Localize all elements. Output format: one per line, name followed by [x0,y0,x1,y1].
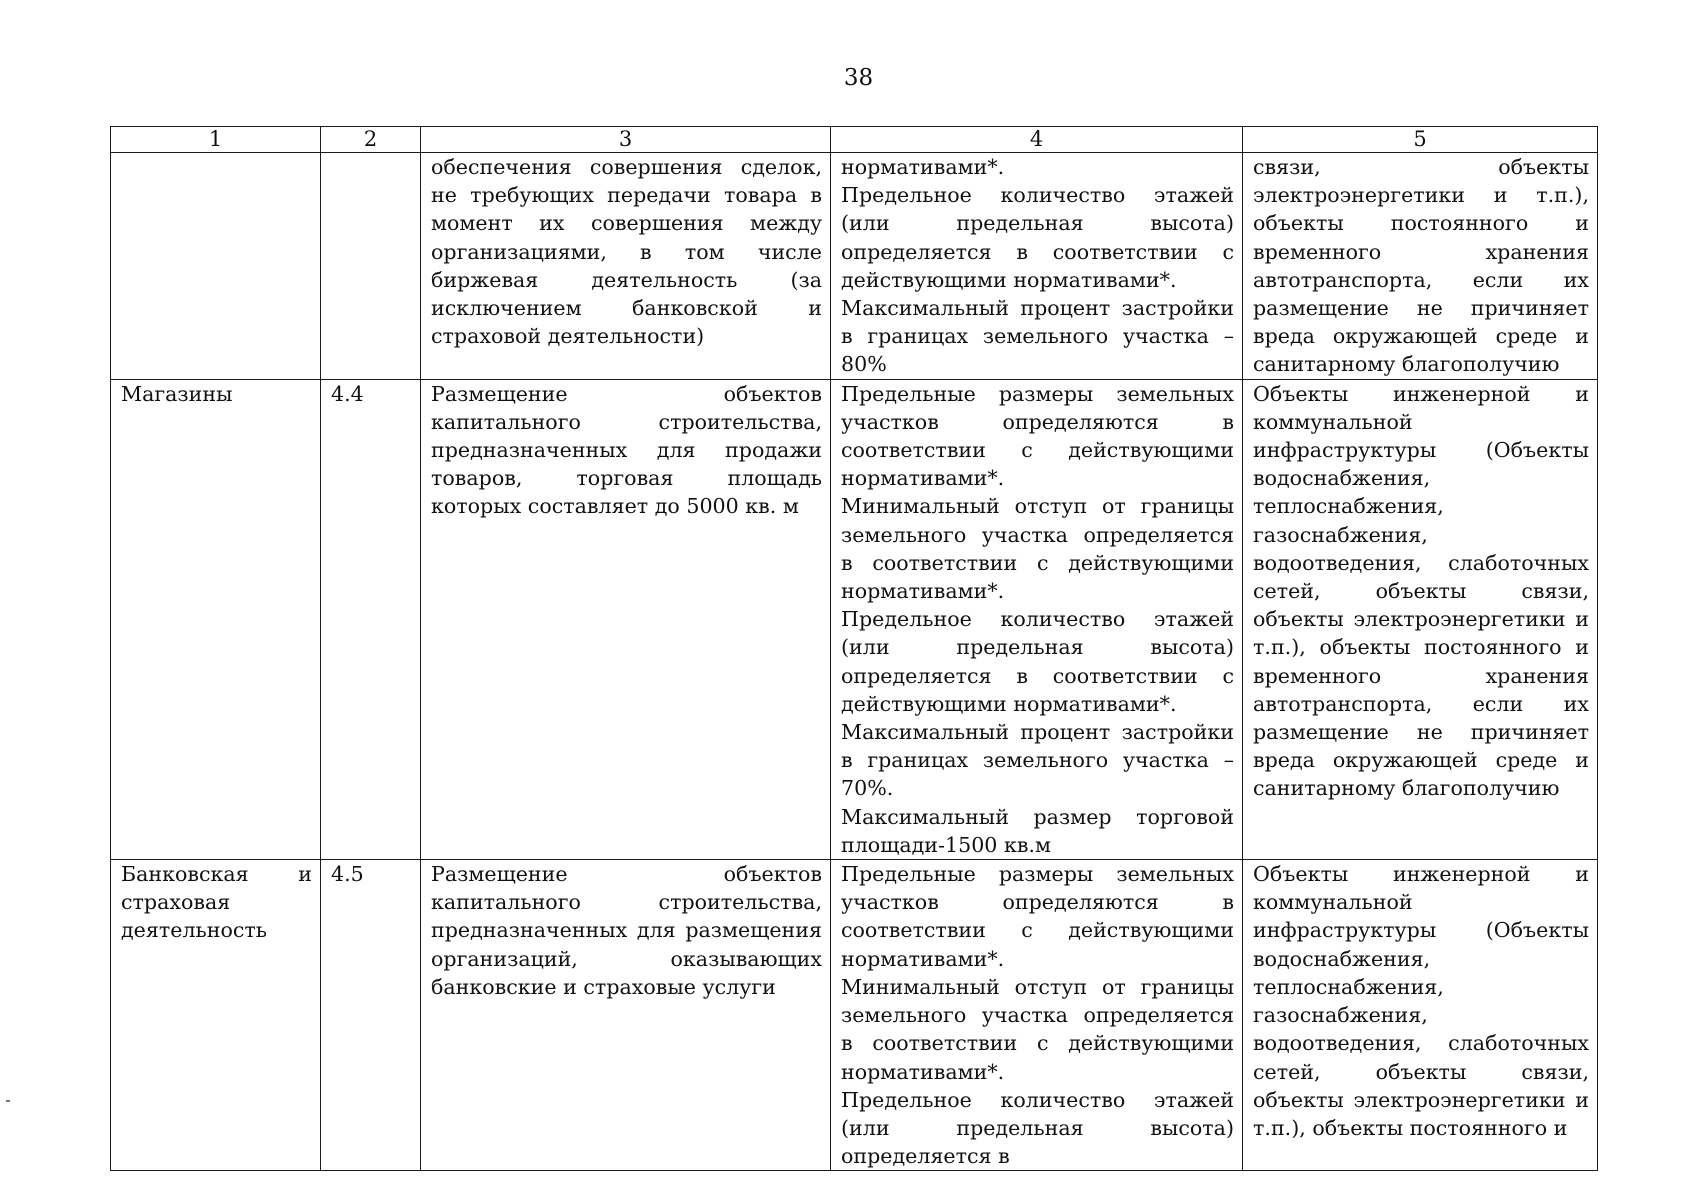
auxiliary-objects-cell: связи, объекты электроэнергетики и т.п.), объекты постоянного и временного хранения автотранспорта, если их размещение не причиняет вреда окружающей среде и санитарному благополучию [1243,153,1598,380]
auxiliary-objects-cell: Объекты инженерной и коммунальной инфраструктуры (Объекты водоснабжения, теплоснабжения, газоснабжения, водоотведения, слаботочных сетей, объекты связи, объекты электроэнергетики и т.п.), объекты постоянного и [1243,860,1598,1171]
parameters-cell [831,153,1243,380]
parameters-cell [831,379,1243,859]
parameter-text: нормативами*. [841,155,1005,179]
auxiliary-objects-cell: Объекты инженерной и коммунальной инфраструктуры (Объекты водоснабжения, теплоснабжения, газоснабжения, водоотведения, слаботочных сетей, объекты связи, объекты электроэнергетики и т.п.), объекты постоянного и временного хранения автотранспорта, если их размещение не причиняет вреда окружающей среде и санитарному благополучию [1243,379,1598,859]
column-header-4: 4 [831,127,1243,153]
use-description-cell: Размещение объектов капитального строительства, предназначенных для продажи товаров, торговая площадь которых составляет до 5000 кв. м [421,379,831,859]
parameter-text: Предельное количество этажей (или предельная высота) определяется в соответствии с действующими нормативами*. [841,607,1234,716]
column-header-3: 3 [421,127,831,153]
use-code-cell: 4.5 [321,860,421,1171]
parameter-text: Максимальный процент застройки в границах земельного участка – 80% [841,296,1234,377]
table-row-banking [111,860,1598,1171]
land-use-table [110,126,1598,1171]
use-type-cell [111,153,321,380]
column-header-5: 5 [1243,127,1598,153]
table-row-continuation [111,153,1598,380]
use-type-cell: Банковская и страховая деятельность [111,860,321,1171]
parameter-text: Предельное количество этажей (или предельная высота) определяется в соответствии с действующими нормативами*. [841,183,1234,292]
parameter-text: Минимальный отступ от границы земельного участка определяется в соответствии с действующими нормативами*. [841,494,1234,604]
use-type-cell: Магазины [111,379,321,859]
header-row [111,127,1598,153]
parameter-text: Предельные размеры земельных участков определяются в соответствии с действующими нормативами*. [841,381,1234,491]
use-description-cell: обеспечения совершения сделок, не требующих передачи товара в момент их совершения между организациями, в том числе биржевая деятельность (за исключением банковской и страховой деятельности) [421,153,831,380]
column-header-1: 1 [111,127,321,153]
use-code-cell [321,153,421,380]
column-header-2: 2 [321,127,421,153]
use-code-cell: 4.4 [321,379,421,859]
page-number: 38 [843,65,874,91]
parameter-text: Минимальный отступ от границы земельного участка определяется в соответствии с действующими нормативами*. [841,974,1234,1084]
parameter-text: Максимальный процент застройки в границах земельного участка – 70%. [841,720,1234,801]
margin-mark [6,1100,10,1102]
table-row-shops [111,379,1598,859]
parameters-cell [831,860,1243,1171]
use-description-cell: Размещение объектов капитального строительства, предназначенных для размещения организаций, оказывающих банковские и страховые услуги [421,860,831,1171]
parameter-text: Предельные размеры земельных участков определяются в соответствии с действующими нормативами*. [841,862,1234,971]
parameter-text: Максимальный размер торговой площади-1500 кв.м [841,804,1234,857]
parameter-text: Предельное количество этажей (или предельная высота) определяется в [841,1087,1234,1169]
